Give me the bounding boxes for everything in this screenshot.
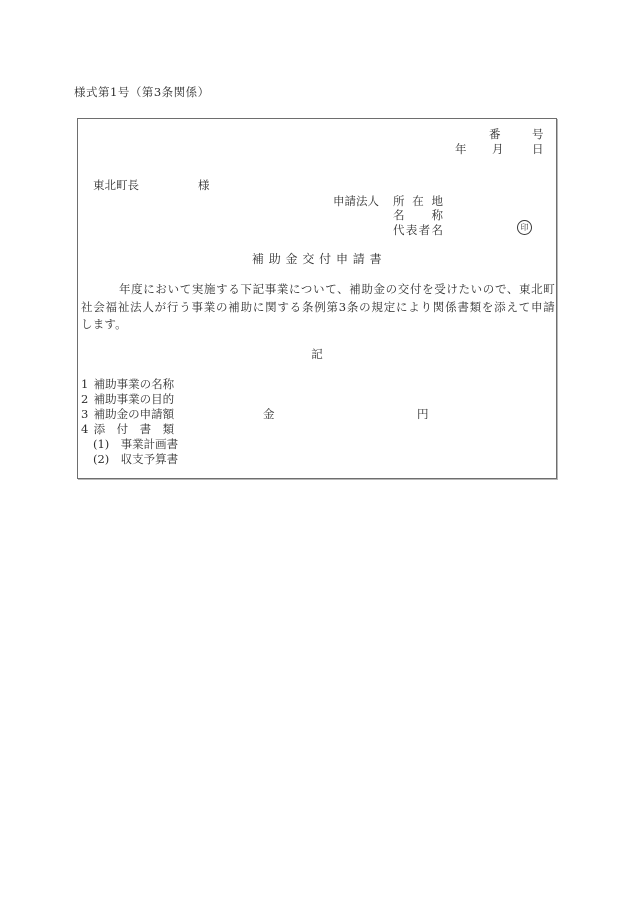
list-item-number: 2 xyxy=(81,392,89,406)
addressee xyxy=(93,178,313,192)
list-item xyxy=(80,407,556,422)
list-item xyxy=(80,377,556,392)
applicant-name-label: 名称 xyxy=(393,208,443,222)
amount-suffix: 円 xyxy=(417,407,429,421)
form-number-label: 様式第1号（第3条関係） xyxy=(74,85,210,99)
date-year-label: 年 xyxy=(455,142,467,156)
list-item-label: 補助事業の名称 xyxy=(93,377,175,391)
list-item xyxy=(80,392,556,407)
attachment-item-number: (1) xyxy=(93,437,110,451)
list-item-number: 4 xyxy=(81,422,89,436)
body-line: します。 xyxy=(81,317,127,331)
applicant-name-field xyxy=(393,208,443,222)
document-number-label-1: 番 xyxy=(489,127,501,141)
applicant-representative-label: 代表者名 xyxy=(393,223,443,237)
document-title: 補 助 金 交 付 申 請 書 xyxy=(251,252,383,266)
list-item-label: 添 付 書 類 xyxy=(93,422,175,436)
body-line: 社会福祉法人が行う事業の補助に関する条例第3条の規定により関係書類を添えて申請 xyxy=(81,299,555,314)
note-heading: 記 xyxy=(311,347,323,361)
applicant-address-label: 所在地 xyxy=(393,194,443,208)
applicant-address-field xyxy=(393,194,443,208)
application-form-box xyxy=(77,118,557,479)
attachment-item xyxy=(80,452,556,467)
addressee-honorific: 様 xyxy=(198,178,210,192)
item-list xyxy=(80,377,556,467)
list-item-number: 3 xyxy=(81,407,89,421)
date-day-label: 日 xyxy=(532,142,544,156)
list-item-label: 補助事業の目的 xyxy=(93,392,175,406)
list-item-number: 1 xyxy=(81,377,89,391)
amount-prefix: 金 xyxy=(263,407,275,421)
body-paragraph xyxy=(81,281,555,334)
date-month-label: 月 xyxy=(492,142,504,156)
applicant-label: 申請法人 xyxy=(333,194,379,208)
applicant-representative-field xyxy=(393,223,443,237)
addressee-name: 東北町長 xyxy=(93,178,139,192)
attachment-item xyxy=(80,437,556,452)
list-item xyxy=(80,422,556,437)
attachment-item-label: 事業計画書 xyxy=(120,437,179,451)
document-number-label-2: 号 xyxy=(532,127,544,141)
seal-icon: 印 xyxy=(517,220,532,235)
list-item-label: 補助金の申請額 xyxy=(93,407,175,421)
attachment-item-label: 収支予算書 xyxy=(120,452,179,466)
body-line: 年度において実施する下記事業について、補助金の交付を受けたいので、東北町 xyxy=(119,282,555,296)
attachment-item-number: (2) xyxy=(93,452,110,466)
